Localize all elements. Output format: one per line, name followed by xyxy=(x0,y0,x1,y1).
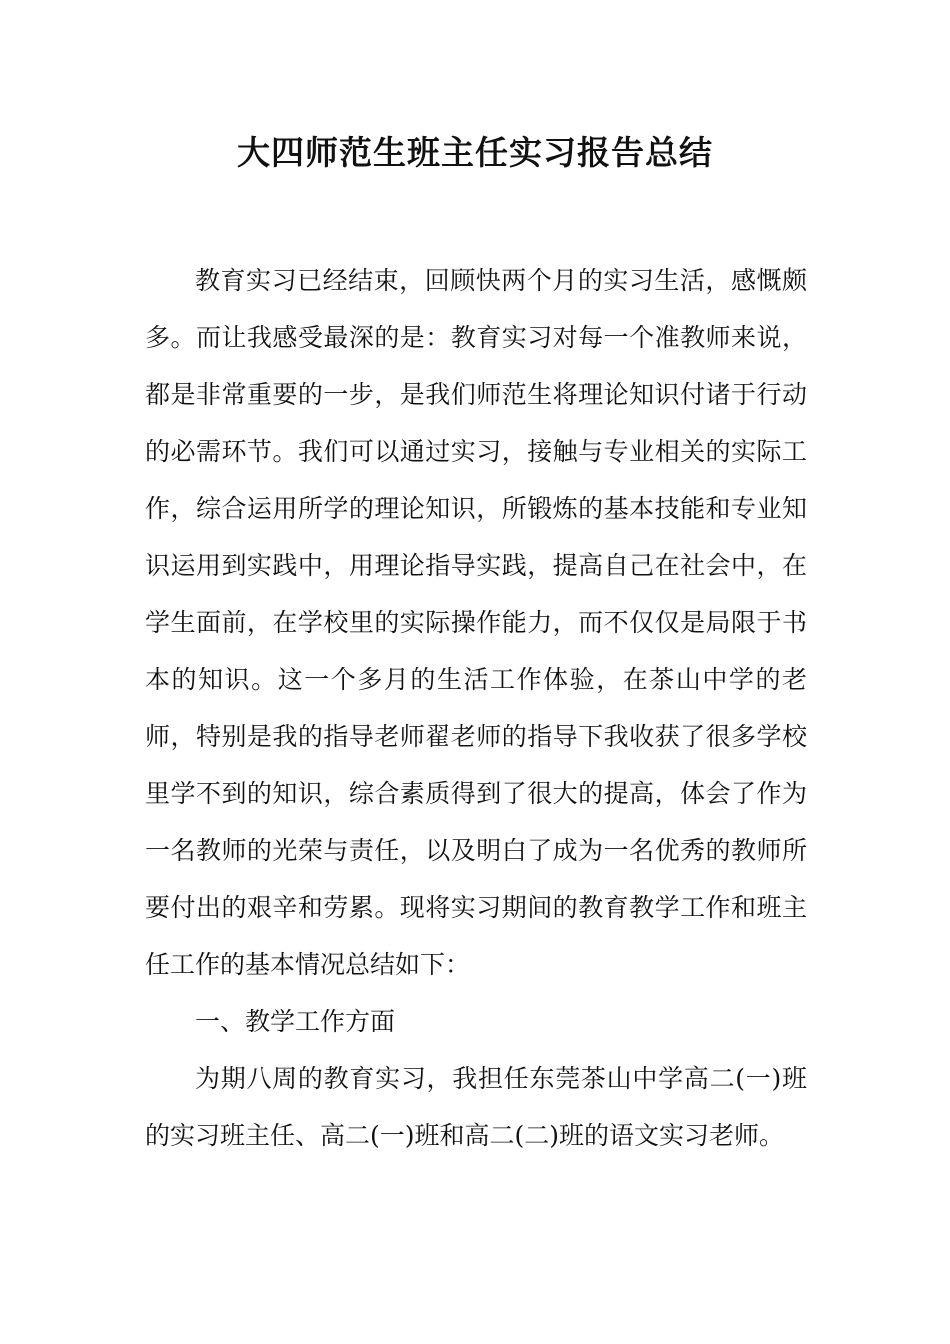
paragraph-intro: 教育实习已经结束，回顾快两个月的实习生活，感慨颇多。而让我感受最深的是：教育实习对每一个准教师来说，都是非常重要的一步，是我们师范生将理论知识付诸于行动的必需环节。我们可以通过实习，接触与专业相关的实际工作，综合运用所学的理论知识，所锻炼的基本技能和专业知识运用到实践中，用理论指导实践，提高自己在社会中，在学生面前，在学校里的实际操作能力，而不仅仅是局限于书本的知识。这一个多月的生活工作体验，在茶山中学的老师，特别是我的指导老师翟老师的指导下我收获了很多学校里学不到的知识，综合素质得到了很大的提高，体会了作为一名教师的光荣与责任，以及明白了成为一名优秀的教师所要付出的艰辛和劳累。现将实习期间的教育教学工作和班主任工作的基本情况总结如下： xyxy=(145,266,807,979)
document-body xyxy=(145,252,807,1164)
document-title: 大四师范生班主任实习报告总结 xyxy=(237,133,713,172)
paragraph-teaching: 为期八周的教育实习，我担任东莞茶山中学高二(一)班的实习班主任、高二(一)班和高二(二)班的语文实习老师。 xyxy=(145,1064,807,1150)
section-heading-teaching: 一、教学工作方面 xyxy=(195,1007,396,1036)
